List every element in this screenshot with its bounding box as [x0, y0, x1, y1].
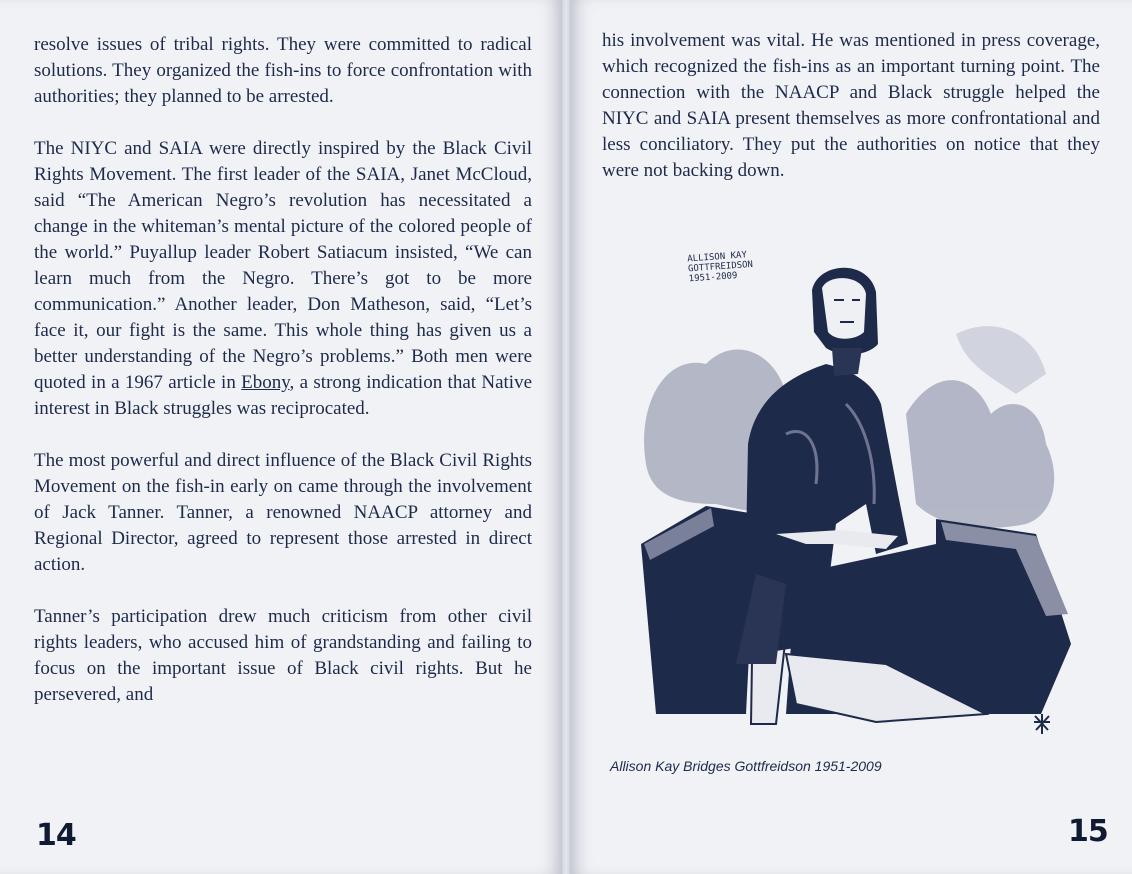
right-page — [570, 0, 1132, 874]
paragraph-3: The most powerful and direct influence of the Black Civil Rights Movement on the fish-in early on came through the involvement of Jack Tanner. Tanner, a renowned NAACP attorney and Regional Director, agreed to represent those arrested in direct action. — [34, 450, 532, 575]
artist-monogram-icon — [1034, 714, 1050, 734]
signature-mark: ALLISON KAY GOTTFREIDSON 1951-2009 — [687, 250, 754, 285]
right-page-text — [602, 28, 1100, 210]
left-page-text — [34, 32, 532, 734]
paragraph-4: Tanner’s participation drew much criticism from other civil rights leaders, who accused him of grandstanding and failing to focus on the important issue of Black civil rights. But he persevered, and — [34, 606, 532, 705]
paragraph-2-tail: , a strong indication that Native interest in Black struggles was reciprocated. — [34, 372, 533, 419]
page-number-right: 15 — [1068, 814, 1108, 849]
page-number-left: 14 — [36, 818, 76, 853]
portrait-illustration — [636, 244, 1076, 744]
ebony-title: Ebony — [241, 372, 290, 393]
paragraph-5: his involvement was vital. He was mentioned in press coverage, which recognized the fish-ins as an important turning point. The connection with the NAACP and Black struggle helped the NIYC and SAIA present themselves as more confrontational and less conciliatory. They put the authorities on notice that they were not backing down. — [602, 30, 1100, 181]
left-page — [0, 0, 562, 874]
paragraph-1: resolve issues of tribal rights. They were committed to radical solutions. They organized the fish-ins to force confrontation with authorities; they planned to be arrested. — [34, 34, 532, 107]
paragraph-2 — [34, 136, 532, 422]
paragraph-2-body: The NIYC and SAIA were directly inspired by the Black Civil Rights Movement. The first leader of the SAIA, Janet McCloud, said “The American Negro’s revolution has necessitated a change in the whiteman’s mental picture of the colored people of the world.” Puyallup leader Robert Satiacum insisted, “We can learn much from the Negro. There’s got to be more communication.” Another leader, Don Matheson, said, “Let’s face it, our fight is the same. This whole thing has given us a better understanding of the Negro’s problems.” Both men were quoted in a 1967 article in — [34, 138, 532, 393]
image-caption: Allison Kay Bridges Gottfreidson 1951-2009 — [610, 758, 882, 774]
